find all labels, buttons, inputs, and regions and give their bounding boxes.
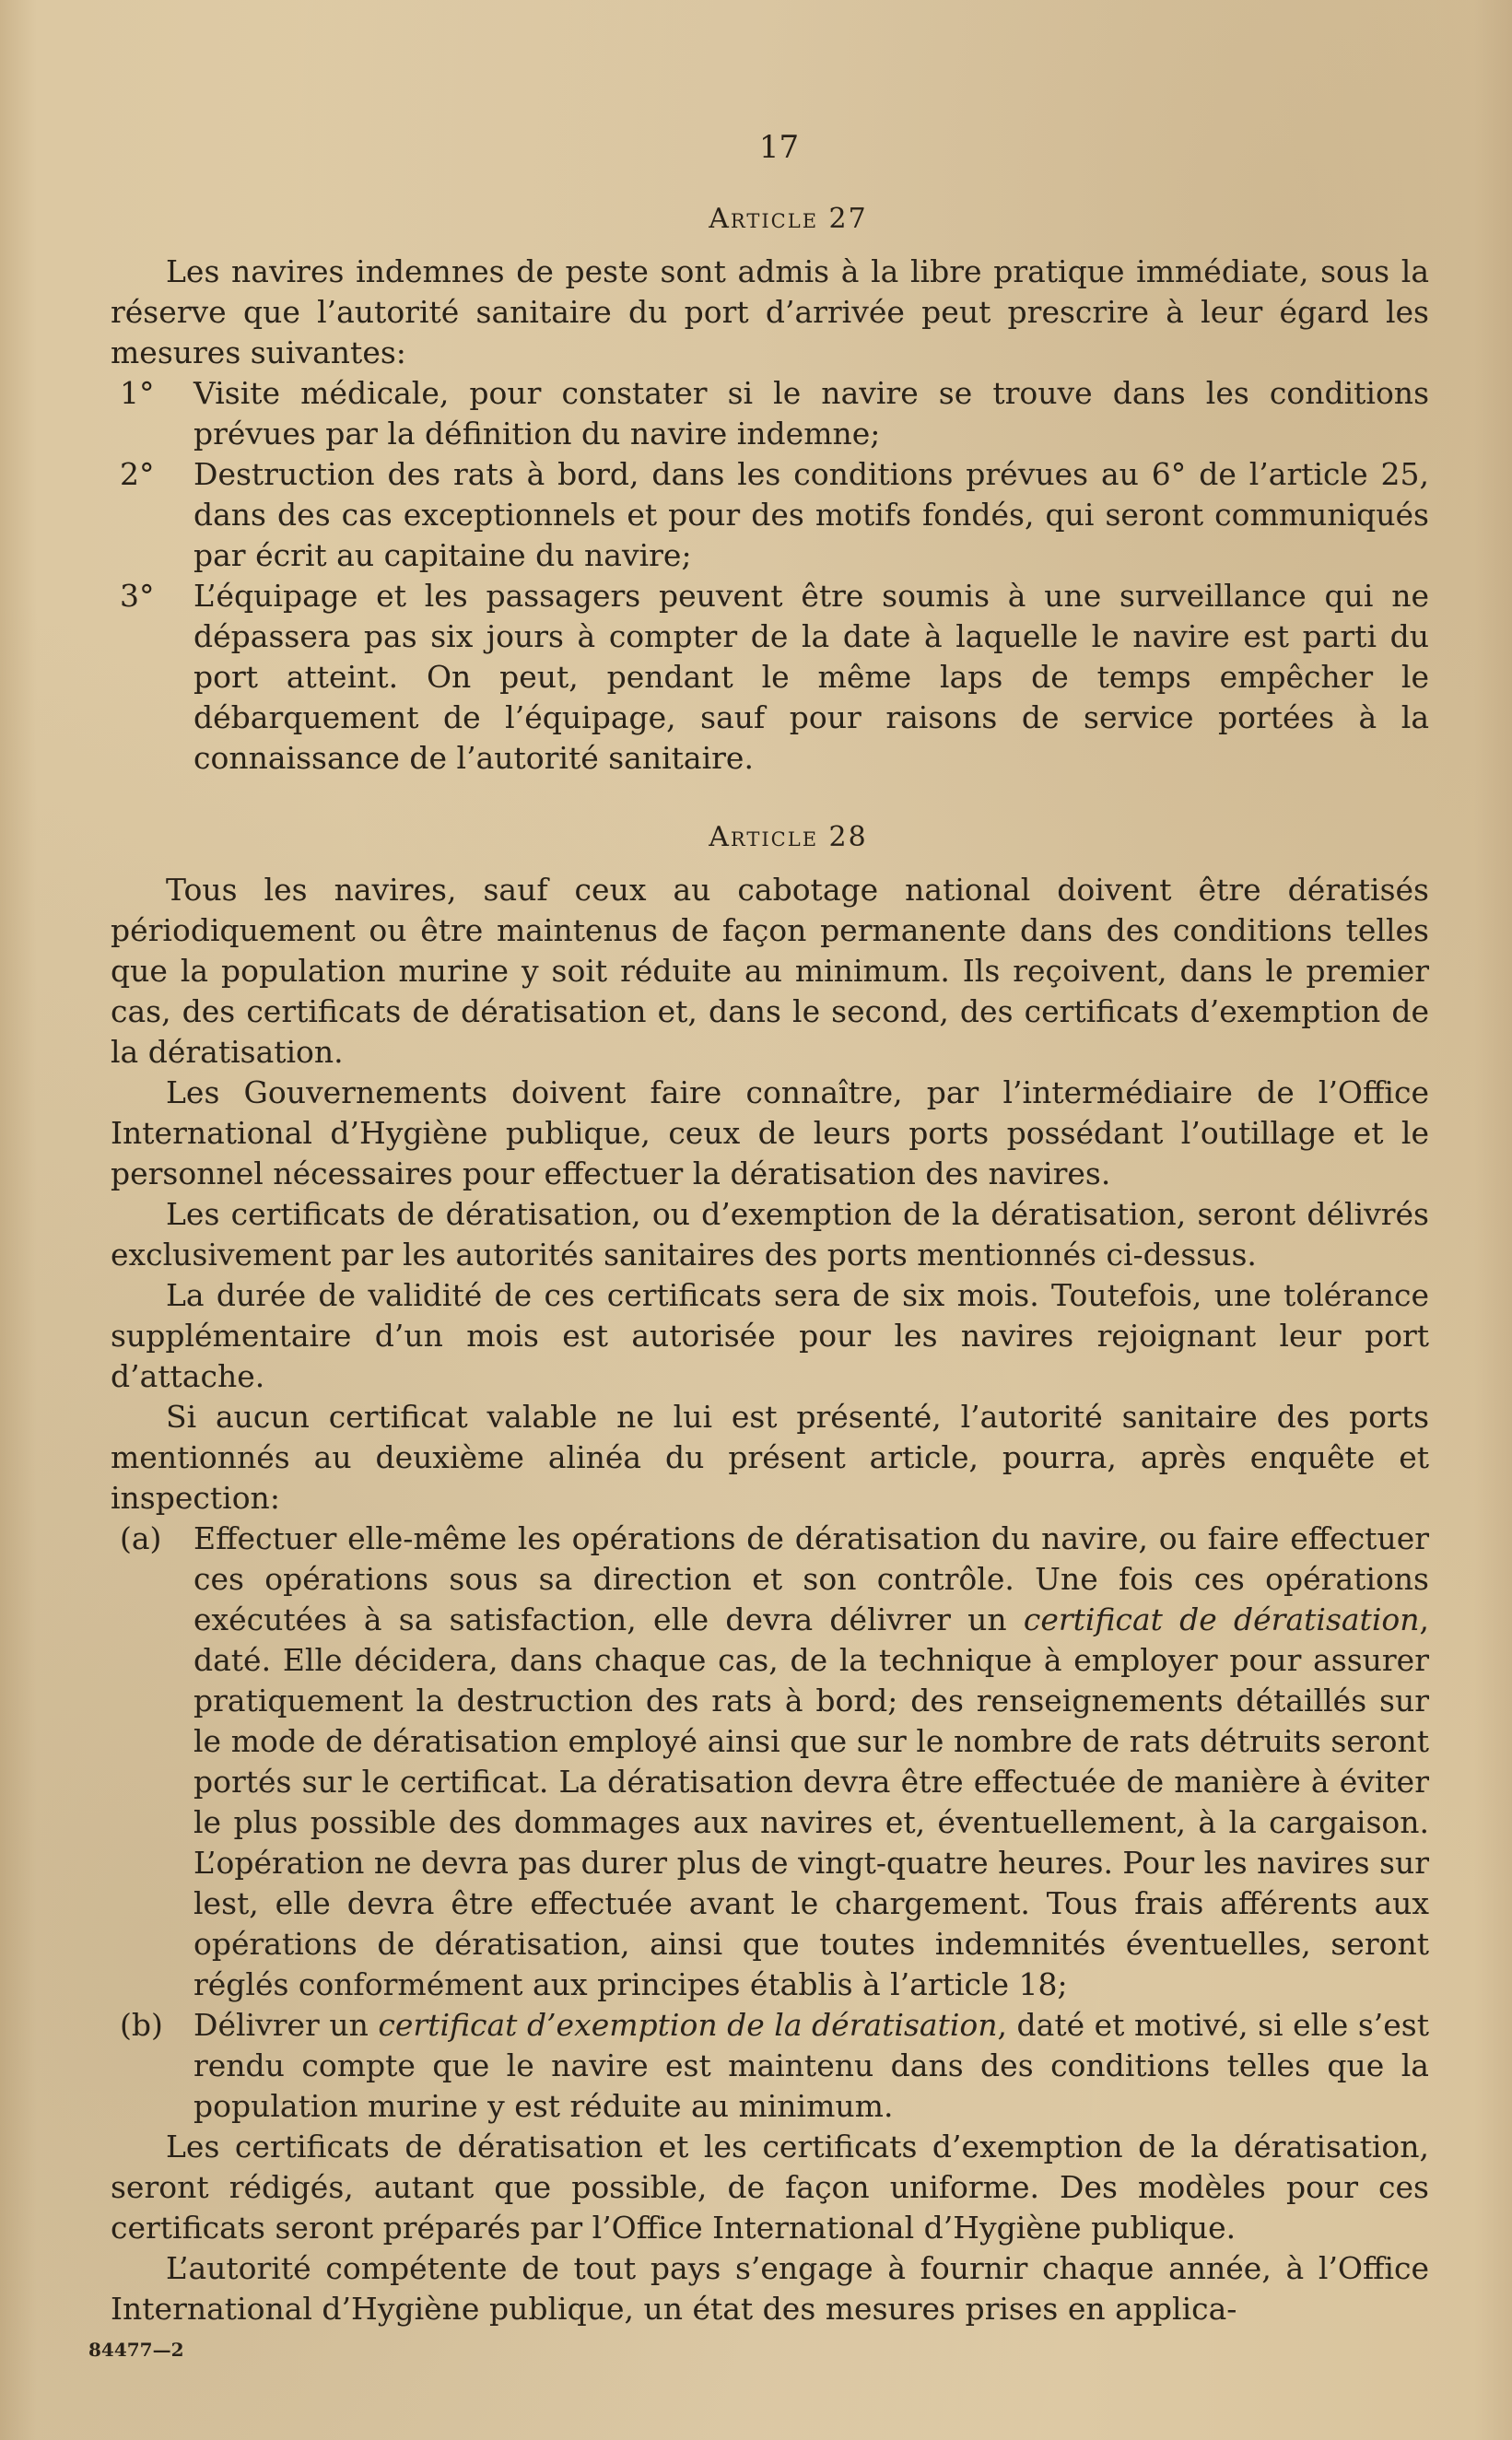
item-text: Destruction des rats à bord, dans les conditions prévues au 6° de l’article 25, dans des cas exceptionnels et pour des motifs fondés, qui seront communiqués par écrit au capitaine du navire; xyxy=(193,456,1429,573)
article-28-paragraph-3: Les certificats de dératisation, ou d’exemption de la dératisation, seront délivrés exclusivement par les autorités sanitaires des ports mentionnés ci-dessus. xyxy=(111,1196,1429,1273)
subitem-text-italic: certificat de dératisation xyxy=(1023,1601,1420,1637)
article-28-subitem-b xyxy=(120,2005,1429,2127)
subitem-text-part: Effectuer elle-même les opérations de dératisation du navire, ou faire effectuer ces opérations sous sa direction et son contrôle. Une fois ces opérations exécutées à sa satisfaction, elle devra délivrer un xyxy=(193,1520,1429,1637)
article-28-paragraph-7: L’autorité compétente de tout pays s’engage à fournir chaque année, à l’Office International d’Hygiène publique, un état des mesures prises en applica- xyxy=(111,2250,1429,2327)
subitem-text-part: Délivrer un xyxy=(193,2007,379,2043)
article-28-paragraph-2: Les Gouvernements doivent faire connaître, par l’intermédiaire de l’Office International d’Hygiène publique, ceux de leurs ports possédant l’outillage et le personnel nécessaires pour effectuer la dératisation des navires. xyxy=(111,1074,1429,1191)
article-27-intro: Les navires indemnes de peste sont admis à la libre pratique immédiate, sous la réserve que l’autorité sanitaire du port d’arrivée peut prescrire à leur égard les mesures suivantes: xyxy=(111,253,1429,370)
article-27-item-2 xyxy=(111,454,1429,576)
article-28-paragraph-4: La durée de validité de ces certificats sera de six mois. Toutefois, une tolérance supplémentaire d’un mois est autorisée pour les navires rejoignant leur port d’attache. xyxy=(111,1277,1429,1394)
article-28-title: Article 28 xyxy=(709,821,868,853)
article-27-item-1 xyxy=(111,373,1429,454)
item-text: Visite médicale, pour constater si le navire se trouve dans les conditions prévues par la définition du navire indemne; xyxy=(193,375,1429,452)
subitem-label: (b) xyxy=(120,2007,163,2043)
article-28-subitem-a xyxy=(120,1519,1429,2005)
item-number: 1° xyxy=(120,375,155,411)
printer-signature-mark: 84477—2 xyxy=(88,2339,184,2361)
subitem-text-part: , daté. Elle décidera, dans chaque cas, de la technique à employer pour assurer pratiquement la destruction des rats à bord; des renseignements détaillés sur le mode de dératisation employé ainsi que sur le nombre de rats détruits seront portés sur le certificat. La dératisation devra être effectuée de manière à éviter le plus possible des dommages aux navires et, éventuellement, à la cargaison. L’opération ne devra pas durer plus de vingt-quatre heures. Pour les navires sur lest, elle devra être effectuée avant le chargement. Tous frais afférents aux opérations de dératisation, ainsi que toutes indemnités éventuelles, seront réglés conformément aux principes établis à l’article 18; xyxy=(193,1601,1429,2002)
article-28-paragraph-5: Si aucun certificat valable ne lui est présenté, l’autorité sanitaire des ports mentionnés au deuxième alinéa du présent article, pourra, après enquête et inspection: xyxy=(111,1399,1429,1516)
subitem-text xyxy=(193,2005,1429,2127)
item-number: 3° xyxy=(120,578,155,614)
article-27-item-3 xyxy=(111,576,1429,779)
article-28-paragraph-1: Tous les navires, sauf ceux au cabotage national doivent être dératisés périodiquement ou être maintenus de façon permanente dans des conditions telles que la population murine y soit réduite au minimum. Ils reçoivent, dans le premier cas, des certificats de dératisation et, dans le second, des certificats d’exemption de la dératisation. xyxy=(111,872,1429,1070)
subitem-label: (a) xyxy=(120,1520,162,1556)
article-28 xyxy=(111,821,1429,2329)
item-number: 2° xyxy=(120,456,155,492)
item-text: L’équipage et les passagers peuvent être soumis à une surveillance qui ne dépassera pas six jours à compter de la date à laquelle le navire est parti du port atteint. On peut, pendant le même laps de temps empêcher le débarquement de l’équipage, sauf pour raisons de service portées à la connaissance de l’autorité sanitaire. xyxy=(193,578,1429,776)
subitem-text-italic: certificat d’exemption de la dératisation xyxy=(378,2007,998,2043)
article-27-title: Article 27 xyxy=(709,203,868,235)
subitem-text-part: , daté et motivé, si elle s’est rendu compte que le navire est maintenu dans des conditions telles que la population murine y est réduite au minimum. xyxy=(193,2007,1429,2124)
page-number: 17 xyxy=(758,129,800,166)
article-28-paragraph-6: Les certificats de dératisation et les certificats d’exemption de la dératisation, seront rédigés, autant que possible, de façon uniforme. Des modèles pour ces certificats seront préparés par l’Office International d’Hygiène publique. xyxy=(111,2129,1429,2246)
subitem-text xyxy=(193,1519,1429,2005)
article-27 xyxy=(111,203,1429,779)
